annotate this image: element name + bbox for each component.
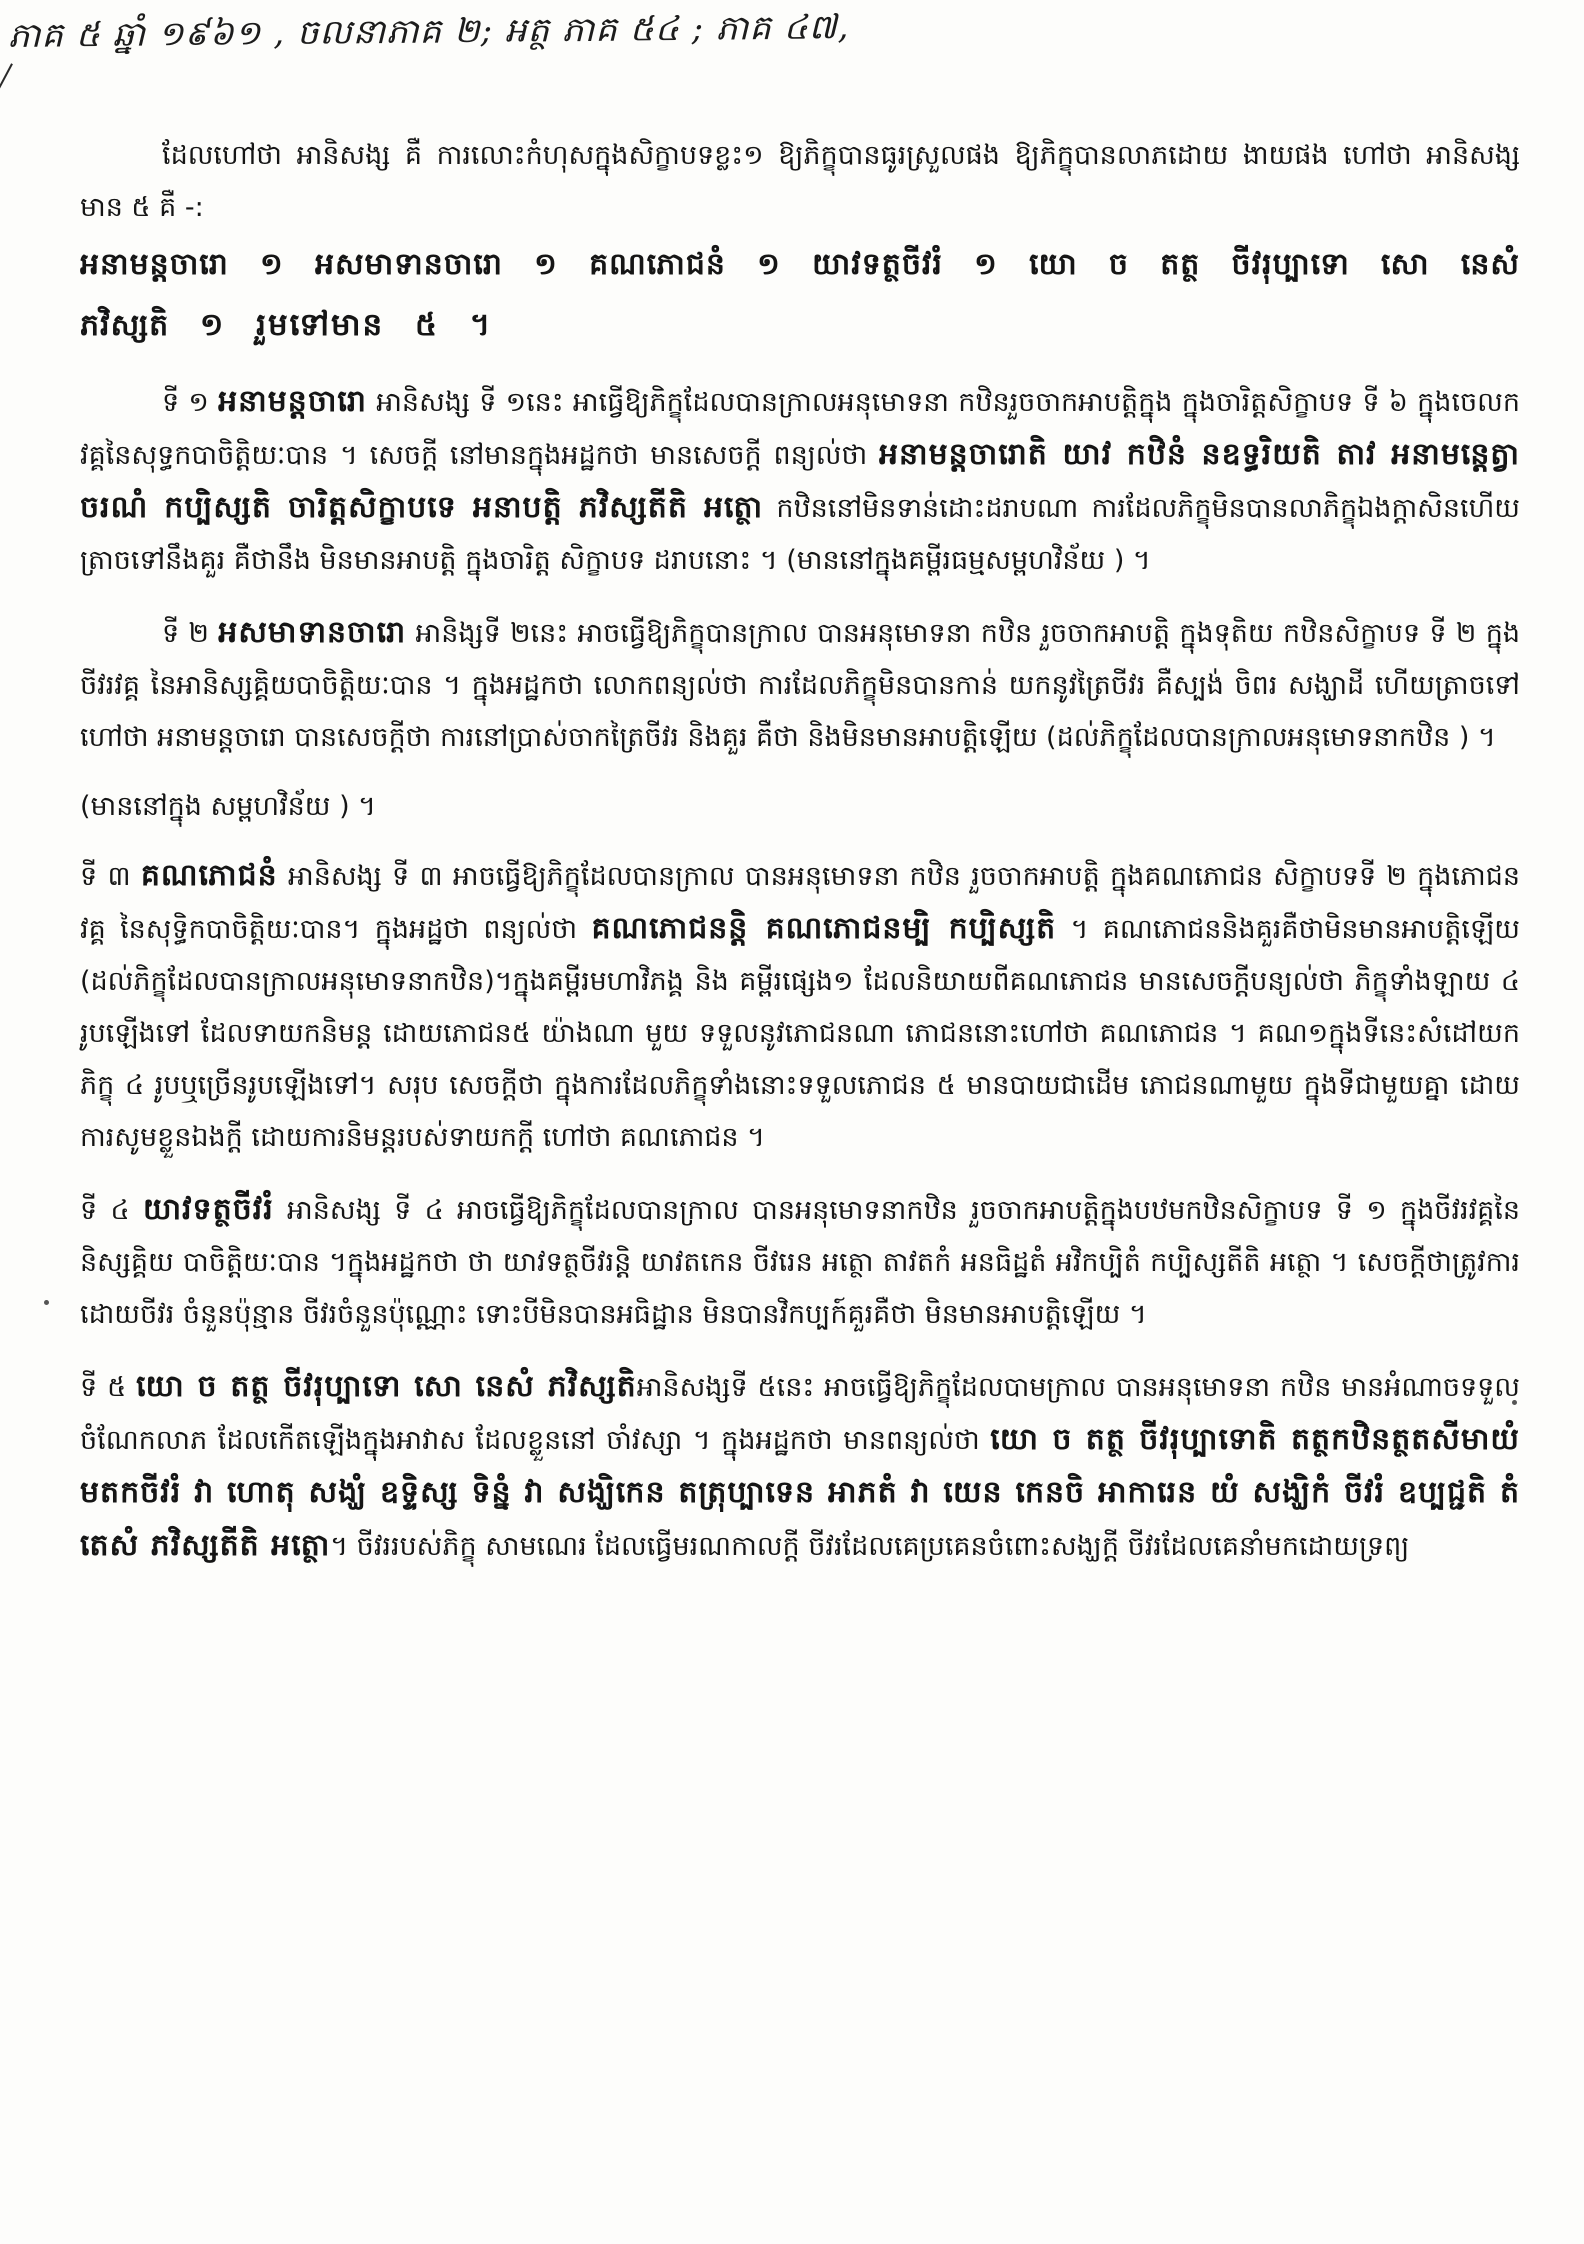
khmer-text: (មាននៅក្នុង សម្ពហវិន័យ ) ។: [80, 791, 376, 822]
pali-term: អនាមន្តចារោ ១ អសមាទានចារោ ១ គណភោជនំ ១ យាវទត្ថចីវរំ ១ យោ ច តត្ថ ចីវរុប្បាទោ សោ នេសំ ភវិស្សតិ: [80, 247, 1520, 343]
khmer-text: កឋិននៅមិនទាន់ដោះដរាបណា ការដែលភិក្ខុមិនបានលាភិក្ខុឯងក្តាសិនហើយត្រាចទៅនឹងគួរ គឺថានឹង មិនមានអាបត្តិ ក្នុងចារិត្ត សិក្ខាបទ ដរាបនោះ ។ (មាននៅក្នុងគម្ពីរធម្មសម្ពហវិន័យ ) ។: [80, 493, 1520, 576]
pali-term: អនាមន្តចារោ: [218, 384, 367, 419]
benefit-2-paragraph: [80, 607, 1520, 764]
khmer-text: ដែលហៅថា អានិសង្ស គឺ ការលោះកំហុសក្នុងសិក្ខាបទខ្លះ១ ឱ្យភិក្ខុបានធូរស្រួលផង ឱ្យភិក្ខុបានលាភដោយ ងាយផង ហៅថា អានិសង្ស មាន ៥ គឺ -:: [80, 140, 1520, 223]
khmer-text: ទី ២: [162, 618, 219, 649]
khmer-text: អានិសង្ស ទី ៤ អាចធ្វើឱ្យភិក្ខុដែលបានក្រាល បានអនុមោទនាកឋិន រួចចាកអាបត្តិក្នុងបឋមកឋិនសិក្ខាបទ ទី ១ ក្នុងចីវរវគ្គនៃនិស្សគ្គិយ បាចិត្តិយៈបាន ។ក្នុងអដ្ឋកថា ថា យាវទត្ថចីវរន្តិ យាវតកេន ចីវរេន អត្ថោ តាវតកំ អនធិដ្ឋតំ អវិកប្បិតំ កប្បិស្សតីតិ អត្ថោ ។ សេចក្តីថាត្រូវការដោយចីវរ ចំនួនប៉ុន្មាន ចីវរចំនួនប៉ុណ្ណោះ ទោះបីមិនបានអធិដ្ឋាន មិនបានវិកប្បក៍គួរគឺថា មិនមានអាបត្តិឡើយ ។: [80, 1195, 1520, 1330]
benefit-1-paragraph: [80, 376, 1520, 587]
benefit-3-paragraph: [80, 850, 1520, 1164]
khmer-text: អានិសង្ស ទី ៣ អាចធ្វើឱ្យភិក្ខុដែលបានក្រាល បានអនុមោទនា កឋិន រួចចាកអាបត្តិ ក្នុងគណភោជន សិក្ខាបទទី ២ ក្នុងភោជនវគ្គ នៃសុទ្ធិកបាចិត្តិយៈបាន។ ក្នុងអដ្ឋថា ពន្យល់ថា: [80, 861, 1521, 945]
document-body: [80, 130, 1520, 1573]
khmer-text: ១ រួមទៅមាន ៥ ។: [169, 307, 493, 343]
khmer-text: ទី ៣: [80, 861, 141, 892]
khmer-text: ទី ៥: [80, 1372, 137, 1403]
pali-term: អនាមន្តចារោតិ យាវ កឋិនំ នឧទ្ធរិយតិ តាវ អនាមន្តេត្វា ចរណំ កប្បិស្សតិ ចារិត្តសិក្ខាបទេ អនាបត្តិ ភវិស្សតីតិ អត្ថោ: [80, 437, 1520, 525]
benefit-5-paragraph: [80, 1361, 1520, 1573]
pali-term: គណភោជនន្តិ គណភោជនម្បិ កប្បិស្សតិ: [591, 911, 1057, 946]
pali-term: គណភោជនំ: [140, 858, 278, 893]
khmer-text: ។ គណភោជននិងគួរគឺថាមិនមានអាបត្តិឡើយ (ដល់ភិក្ខុដែលបានក្រាលអនុមោទនាកឋិន)។ក្នុងគម្ពីរមហាវិភង្គ និង គម្ពីរផ្សេង១ ដែលនិយាយពីគណភោជន មានសេចក្តីបន្យល់ថា ភិក្ខុទាំងឡាយ ៤ រូបឡើងទៅ ដែលទាយកនិមន្ត ដោយភោជន៥ យ៉ាងណា មួយ ទទួលនូវភោជនណា ភោជននោះហៅថា គណភោជន ។ គណ១ក្នុងទីនេះសំដៅយកភិក្ខុ ៤ រូបឬច្រើនរូបឡើងទៅ។ សរុប សេចក្តីថា ក្នុងការដែលភិក្ខុទាំងនោះទទួលភោជន ៥ មានបាយជាដើម ភោជនណាមួយ ក្នុងទីជាមួយគ្នា ដោយការសូមខ្លួនឯងក្តី ដោយការនិមន្តរបស់ទាយកក្តី ហៅថា គណភោជន ។: [80, 914, 1521, 1153]
pali-term: យោ ច តត្ថ ចីវរុប្បាទោ សោ នេសំ ភវិស្សតិ: [136, 1369, 637, 1404]
pali-summary-paragraph: [80, 234, 1520, 356]
khmer-text: អានិសង្ស ទី ១នេះ អាធ្វើឱ្យភិក្ខុដែលបានក្រាលអនុមោទនា កឋិនរួចចាកអាបត្តិក្នុង ក្នុងចារិត្តសិក្ខាបទ ទី ៦ ក្នុងចេលកវគ្គនៃសុទ្ធកបាចិត្តិយៈបាន ។ សេចក្តី នៅមានក្នុងអដ្ឋកថា មានសេចក្តី ពន្យល់ថា: [80, 387, 1520, 471]
benefit-2-reference-line: [80, 784, 1520, 830]
pali-term: អសមាទានចារោ: [218, 615, 407, 650]
handwritten-slash-mark: [0, 63, 13, 90]
khmer-text: ទី ៤: [80, 1195, 143, 1226]
khmer-text: ។ ចីវររបស់ភិក្ខុ សាមណេរ ដែលធ្វើមរណកាលក្តី ចីវរដែលគេប្រគេនចំពោះសង្ឃក្តី ចីវរដែលគេនាំមកដោយទ្រព្យ: [330, 1531, 1410, 1562]
handwritten-reference-note: ភាគ ៥ ឆ្នាំ ១៩៦១ , ចលនាភាគ ២; អត្ថ ភាគ ៥៤ ; ភាគ ៤៧,: [7, 7, 850, 56]
khmer-text: អានិង្សទី ២នេះ អាចធ្វើឱ្យភិក្ខុបានក្រាល បានអនុមោទនា កឋិន រួចចាកអាបត្តិ ក្នុងទុតិយ កឋិនសិក្ខាបទ ទី ២ ក្នុងចីវរវគ្គ នៃអានិស្សគ្គិយបាចិត្តិយៈបាន ។ ក្នុងអដ្ឋកថា លោកពន្យល់ថា ការដែលភិក្ខុមិនបានកាន់ យកនូវត្រៃចីវរ គឺស្បង់ ចិពរ សង្ឃាដី ហើយត្រាចទៅ ហៅថា អនាមន្តចារោ បានសេចក្តីថា ការនៅប្រាស់ចាកត្រៃចីវរ និងគួរ គឺថា និងមិនមានអាបត្តិឡើយ (ដល់ភិក្ខុដែលបានក្រាលអនុមោទនាកឋិន ) ។: [80, 618, 1520, 753]
pali-term: យោ ច តត្ថ ចីវរុប្បាទោតិ តត្ថកឋិនត្ថតសីមាយំ មតកចីវរំ វា ហោតុ សង្ឃំ ឧទ្ទិស្ស ទិន្នំ វា សង្ឃិកេន តត្រុប្បាទេន អាភតំ វា យេន កេនចិ អាការេន យំ សង្ឃិកំ ចីវរំ ឧប្បជ្ជតិ តំ តេសំ ភវិស្សតីតិ អត្ថោ: [80, 1422, 1520, 1563]
benefit-4-paragraph: [80, 1184, 1520, 1341]
pali-term: យាវទត្ថចីវរំ: [142, 1192, 274, 1227]
scan-speck: [44, 1300, 49, 1305]
intro-paragraph: [80, 130, 1520, 234]
khmer-text: ទី ១: [162, 387, 219, 418]
khmer-text: អានិសង្សទី ៥នេះ អាចធ្វើឱ្យភិក្ខុដែលបាមក្រាល បានអនុមោទនា កឋិន មានអំណាចទទួលចំណែកលាភ ដែលកើតឡើងក្នុងអាវាស ដែលខ្លួននៅ ចាំវស្សា ។ ក្នុងអដ្ឋកថា មានពន្យល់ថា: [80, 1372, 1520, 1456]
